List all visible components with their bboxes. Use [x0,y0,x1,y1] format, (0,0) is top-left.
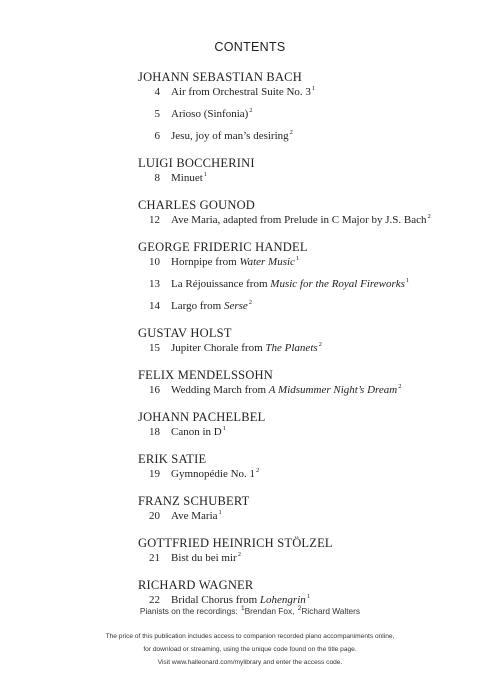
page-number: 19 [149,468,160,480]
piece-title-text: Jesu, joy of man’s desiring [171,130,289,142]
toc-entry[interactable] [138,341,478,356]
piece-title-text: Bridal Chorus from [171,594,260,606]
toc-entry[interactable] [138,213,478,228]
access-notice [0,630,500,669]
piece-title-text: Hornpipe from [171,256,240,268]
piece-title [171,129,293,144]
piece-title-text: Ave Maria, adapted from Prelude in C Major by J.S. Bach [171,214,427,226]
composer-heading: GUSTAV HOLST [138,326,232,340]
work-title-italic: The Planets [265,342,318,354]
piece-title-text: Largo from [171,300,224,312]
piece-title [171,299,252,314]
pianists-prefix: Pianists on the recordings: [139,606,240,616]
piece-title-text: Gymnopédie No. 1 [171,468,256,480]
toc-entry[interactable] [138,107,478,122]
page-number: 5 [154,108,160,120]
page-number: 22 [149,594,160,606]
pianist-2-name: Richard Walters [301,606,361,616]
work-title-italic: Serse [223,300,248,312]
composer-heading: FELIX MENDELSSOHN [138,368,273,382]
piece-title [171,551,241,566]
piece-title-text: Air from Orchestral Suite No. 3 [171,86,311,98]
page-number: 13 [149,278,160,290]
piece-title-text: Bist du bei mir [171,552,237,564]
pianist-1-marker: 1 [240,605,245,613]
page-number: 16 [149,384,160,396]
composer-heading: LUIGI BOCCHERINI [138,156,255,170]
composer-heading: GOTTFRIED HEINRICH STÖLZEL [138,536,333,550]
page-number: 14 [149,300,160,312]
toc-entry[interactable] [138,299,478,314]
toc-entry[interactable] [138,551,478,566]
notice-line-1: The price of this publication includes access to companion recorded piano accompaniments online, [105,633,395,640]
piece-title-text: Jupiter Chorale from [171,342,266,354]
page-number: 12 [149,214,160,226]
composer-heading: GEORGE FRIDERIC HANDEL [138,240,308,254]
composer-heading: ERIK SATIE [138,452,207,466]
notice-visit: Visit [157,659,172,666]
page-number: 20 [149,510,160,522]
piece-title [171,425,226,440]
notice-line-3 [0,656,500,669]
library-link[interactable]: www.halleonard.com/mylibrary [171,659,262,666]
composer-heading: JOHANN PACHELBEL [138,410,266,424]
pianist-marker: 2 [249,107,253,115]
pianist-1-name: Brendan Fox, [244,606,297,616]
page-number: 4 [154,86,160,98]
toc-entry[interactable] [138,383,478,398]
page-number: 6 [154,130,160,142]
piece-title-text: Wedding March from [171,384,269,396]
composer-heading: FRANZ SCHUBERT [138,494,250,508]
pianist-marker: 2 [398,383,402,391]
pianist-marker: 1 [405,277,410,285]
pianists-credit [0,606,500,616]
notice-line-2: for download or streaming, using the unique code found on the title page. [143,646,357,653]
pianist-marker: 1 [311,85,316,93]
pianist-marker: 2 [427,213,431,221]
toc-entry[interactable] [138,277,478,292]
piece-title [171,107,253,122]
piece-title-text: Ave Maria [171,510,218,522]
work-title-italic: A Midsummer Night’s Dream [268,384,398,396]
composer-heading: CHARLES GOUNOD [138,198,256,212]
page-number: 15 [149,342,160,354]
page-number: 21 [149,552,160,564]
page-number: 10 [149,256,160,268]
piece-title [171,171,207,186]
work-title-italic: Music for the Royal Fireworks [270,278,405,290]
piece-title [171,383,401,398]
toc-entry[interactable] [138,467,478,482]
toc-entry[interactable] [138,425,478,440]
pianist-marker: 2 [318,341,322,349]
pianist-marker: 2 [237,551,241,559]
piece-title-text: La Réjouissance from [171,278,271,290]
work-title-italic: Lohengrin [259,594,306,606]
toc-entry[interactable] [138,509,478,524]
pianist-marker: 2 [289,129,293,137]
piece-title [171,509,222,524]
piece-title [171,213,431,228]
toc-entry[interactable] [138,255,478,270]
contents-heading: CONTENTS [214,40,286,54]
piece-title-text: Minuet [171,172,203,184]
piece-title [171,467,259,482]
pianist-marker: 1 [203,171,208,179]
pianist-marker: 1 [295,255,300,263]
notice-instructions: and enter the access code. [261,659,343,666]
toc-entry[interactable] [138,85,478,100]
table-of-contents [138,70,478,608]
toc-entry[interactable] [138,171,478,186]
piece-title-text: Arioso (Sinfonia) [171,108,249,120]
composer-heading: RICHARD WAGNER [138,578,254,592]
page-number: 18 [149,426,160,438]
work-title-italic: Water Music [239,256,295,268]
composer-heading: JOHANN SEBASTIAN BACH [138,70,302,84]
piece-title-text: Canon in D [171,426,222,438]
pianist-marker: 2 [256,467,260,475]
piece-title [171,341,322,356]
piece-title [171,255,299,270]
toc-entry[interactable] [138,129,478,144]
page-number: 8 [154,172,160,184]
pianist-marker: 2 [248,299,253,307]
pianist-marker: 1 [306,593,311,601]
pianist-marker: 1 [218,509,222,517]
pianist-2-marker: 2 [297,605,302,613]
piece-title [171,277,409,292]
pianist-marker: 1 [222,425,226,433]
piece-title [171,85,315,100]
